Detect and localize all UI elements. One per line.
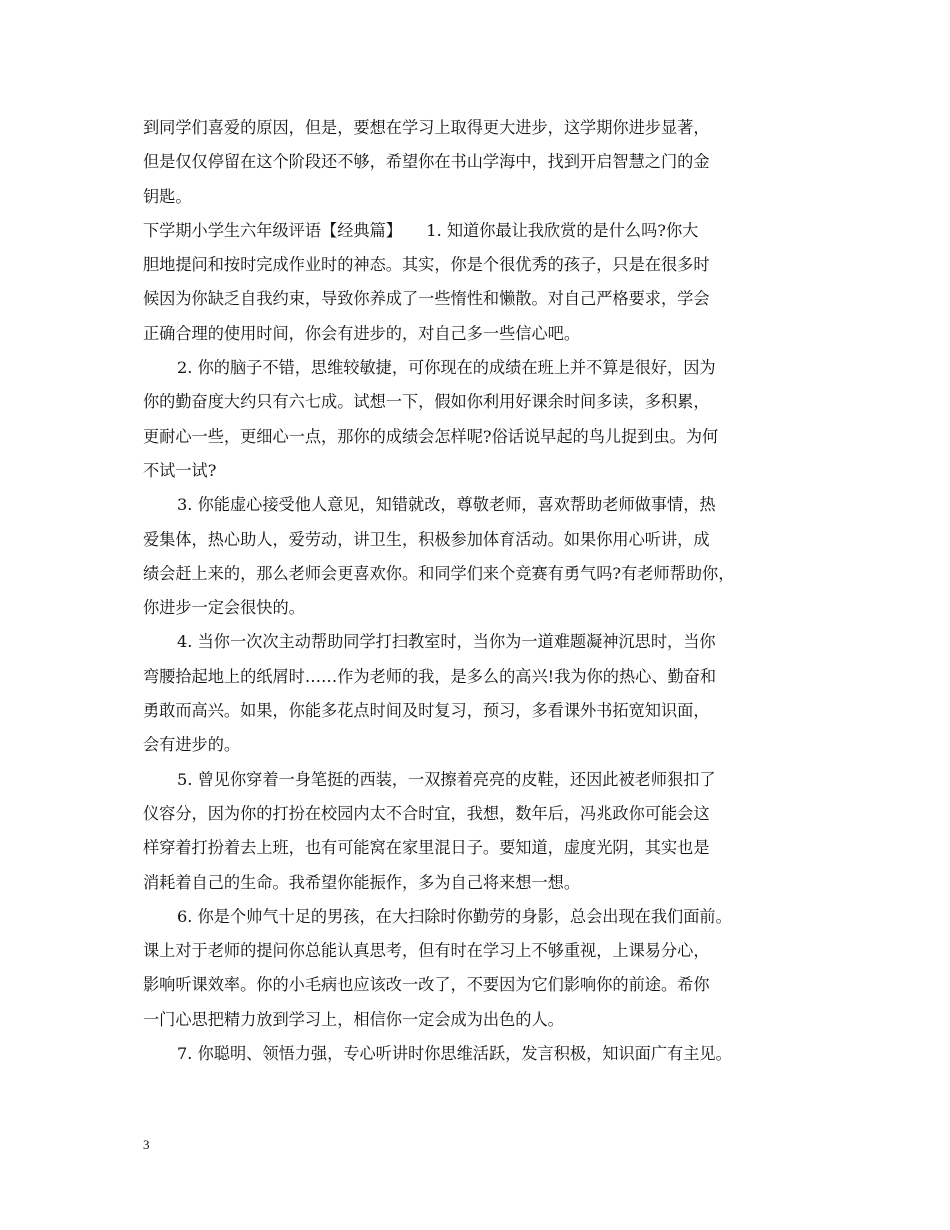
text-line: 7. 你聪明、领悟力强，专心听讲时你思维活跃，发言积极，知识面广有主见。 xyxy=(177,1044,732,1064)
text-line: 更耐心一些，更细心一点，那你的成绩会怎样呢?俗话说早起的鸟儿捉到虫。为何 xyxy=(143,426,719,446)
text-line: 你进步一定会很快的。 xyxy=(143,598,305,618)
text-line: 钥匙。 xyxy=(143,186,192,206)
text-line: 下学期小学生六年级评语【经典篇】 1. 知道你最让我欣赏的是什么吗?你大 xyxy=(143,220,699,240)
text-line: 样穿着打扮着去上班，也有可能窝在家里混日子。要知道，虚度光阴，其实也是 xyxy=(143,838,710,858)
text-line: 6. 你是个帅气十足的男孩，在大扫除时你勤劳的身影，总会出现在我们面前。 xyxy=(177,906,732,926)
text-line: 爱集体，热心助人，爱劳动，讲卫生，积极参加体育活动。如果你用心听讲，成 xyxy=(143,529,710,549)
text-line: 正确合理的使用时间，你会有进步的，对自己多一些信心吧。 xyxy=(143,323,581,343)
document-body xyxy=(143,111,828,1071)
text-line: 3. 你能虚心接受他人意见，知错就改，尊敬老师，喜欢帮助老师做事情，热 xyxy=(177,495,716,515)
text-line: 2. 你的脑子不错，思维较敏捷，可你现在的成绩在班上并不算是很好，因为 xyxy=(177,358,716,378)
text-line: 弯腰拾起地上的纸屑时……作为老师的我，是多么的高兴!我为你的热心、勤奋和 xyxy=(143,666,717,686)
text-line: 4. 当你一次次主动帮助同学打扫教室时，当你为一道难题凝神沉思时，当你 xyxy=(177,632,716,652)
text-line: 会有进步的。 xyxy=(143,735,241,755)
text-line: 课上对于老师的提问你总能认真思考，但有时在学习上不够重视，上课易分心， xyxy=(143,941,710,961)
text-line: 5. 曾见你穿着一身笔挺的西装，一双擦着亮亮的皮鞋，还因此被老师狠扣了 xyxy=(177,769,716,789)
text-line: 你的勤奋度大约只有六七成。试想一下，假如你利用好课余时间多读，多积累， xyxy=(143,392,710,412)
text-line: 消耗着自己的生命。我希望你能振作，多为自己将来想一想。 xyxy=(143,872,581,892)
text-line: 不试一试? xyxy=(143,460,217,480)
text-line: 影响听课效率。你的小毛病也应该改一改了，不要因为它们影响你的前途。希你 xyxy=(143,975,710,995)
text-line: 胆地提问和按时完成作业时的神态。其实，你是个很优秀的孩子，只是在很多时 xyxy=(143,255,710,275)
text-line: 到同学们喜爱的原因，但是，要想在学习上取得更大进步，这学期你进步显著， xyxy=(143,118,710,137)
text-line: 候因为你缺乏自我约束，导致你养成了一些惰性和懒散。对自己严格要求，学会 xyxy=(143,289,710,309)
text-line: 绩会赶上来的，那么老师会更喜欢你。和同学们来个竞赛有勇气吗?有老师帮助你， xyxy=(143,563,735,583)
text-line: 仪容分，因为你的打扮在校园内太不合时宜，我想，数年后，冯兆政你可能会这 xyxy=(143,803,710,823)
text-line: 一门心思把精力放到学习上，相信你一定会成为出色的人。 xyxy=(143,1009,564,1029)
text-line: 勇敢而高兴。如果，你能多花点时间及时复习，预习，多看课外书拓宽知识面， xyxy=(143,701,710,721)
page-number: 3 xyxy=(143,1137,150,1152)
text-line: 但是仅仅停留在这个阶段还不够，希望你在书山学海中，找到开启智慧之门的金 xyxy=(143,152,710,172)
